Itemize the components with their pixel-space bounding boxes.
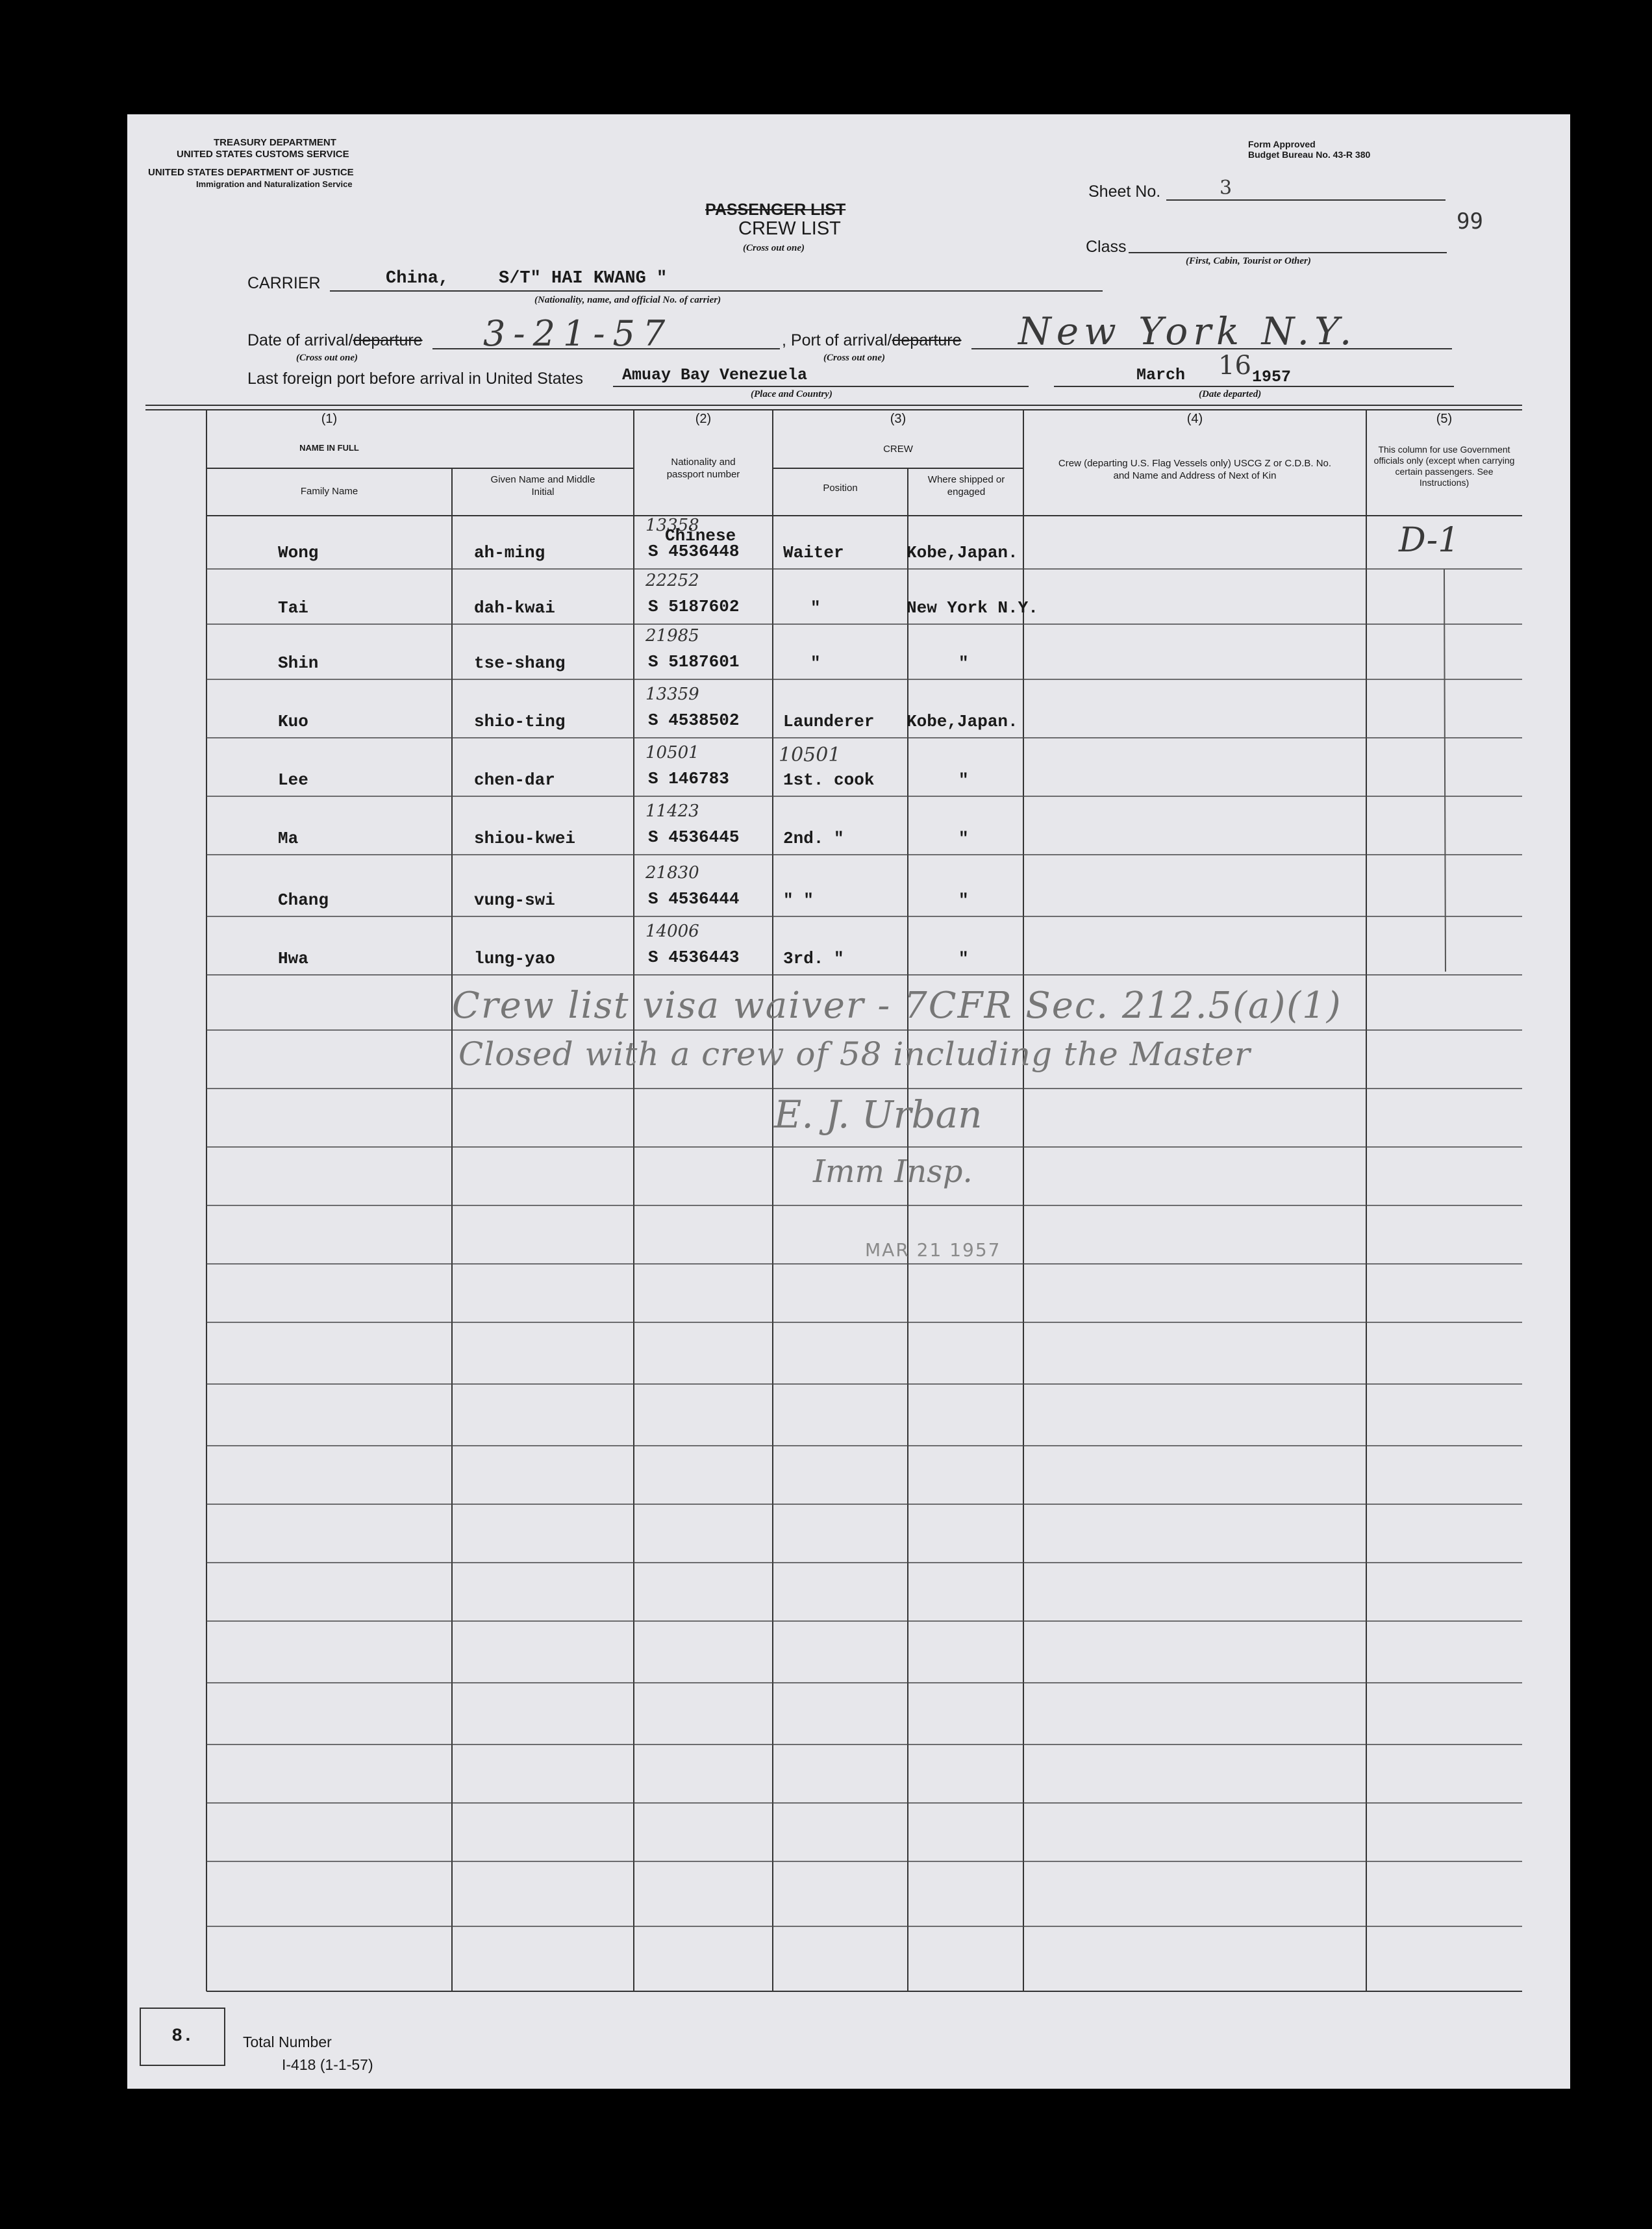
passport-number: S 4538502 <box>648 711 740 730</box>
nationality: Chinese <box>665 526 736 546</box>
customs-service: UNITED STATES CUSTOMS SERVICE <box>177 149 349 160</box>
position-handwritten-number: 10501 <box>779 744 841 766</box>
date-stamp: MAR 21 1957 <box>865 1239 1001 1261</box>
position: Launderer <box>783 712 875 731</box>
class-note: (First, Cabin, Tourist or Other) <box>1186 256 1311 266</box>
col5-number: (5) <box>1436 412 1453 426</box>
col2-number: (2) <box>695 412 712 426</box>
family-name: Chang <box>278 890 329 910</box>
family-name-header: Family Name <box>300 486 358 497</box>
family-name: Hwa <box>278 949 308 968</box>
inspector-signature: E. J. Urban <box>774 1092 982 1137</box>
position: " " <box>783 890 814 910</box>
passport-number: S 146783 <box>648 769 729 788</box>
passport-number: S 5187602 <box>648 597 740 616</box>
family-name: Lee <box>278 770 308 790</box>
col4-number: (4) <box>1186 412 1203 426</box>
family-name: Shin <box>278 653 319 673</box>
where-shipped: Kobe,Japan. <box>907 712 1018 731</box>
where-shipped: " <box>958 770 969 790</box>
total-number-value: 8. <box>171 2026 194 2046</box>
page-title: CREW LIST <box>738 218 841 239</box>
arrival-date-value: 3-21-57 <box>483 313 673 354</box>
handwritten-number: 22252 <box>645 571 699 590</box>
given-name: dah-kwai <box>474 598 555 618</box>
official-use-header: This column for use Government officials only (except when carrying certain passengers. See Instructions) <box>1373 444 1515 488</box>
handwritten-number: 21830 <box>645 863 699 883</box>
position: 3rd. " <box>783 949 844 968</box>
position: Waiter <box>783 543 844 562</box>
last-port-value: Amuay Bay Venezuela <box>622 366 808 384</box>
given-name: ah-ming <box>474 543 545 562</box>
carrier-nationality: China, <box>386 269 449 288</box>
arrival-date-note: (Cross out one) <box>296 353 358 363</box>
arrival-date-label: Date of arrival/departure <box>247 331 423 349</box>
where-shipped: " <box>958 653 969 673</box>
port-note: (Cross out one) <box>823 353 886 363</box>
port-value: New York N.Y. <box>1018 309 1357 353</box>
where-shipped: " <box>958 949 969 968</box>
position-header: Position <box>823 483 858 494</box>
treasury-dept: TREASURY DEPARTMENT <box>214 137 336 148</box>
struck-passenger-list: PASSENGER LIST <box>705 201 846 219</box>
given-name: chen-dar <box>474 770 555 790</box>
departed-year: 1957 <box>1252 368 1292 386</box>
place-note: (Place and Country) <box>751 389 832 399</box>
ins-service: Immigration and Naturalization Service <box>196 179 353 189</box>
crew-list-form <box>127 114 1570 2089</box>
departed-month: March <box>1136 366 1186 384</box>
carrier-label: CARRIER <box>247 274 321 292</box>
where-shipped-header: Where shipped or engaged <box>927 474 1005 497</box>
handwritten-number: 10501 <box>645 743 699 762</box>
total-number-label: Total Number <box>243 2034 332 2050</box>
where-shipped: " <box>958 890 969 910</box>
title-cross-out-note: (Cross out one) <box>743 243 805 253</box>
given-name: tse-shang <box>474 653 566 673</box>
carrier-name: S/T" HAI KWANG " <box>499 269 668 288</box>
passport-number: S 4536445 <box>648 827 740 847</box>
crew-header: CREW <box>883 444 913 455</box>
given-name: lung-yao <box>474 949 555 968</box>
given-name: shio-ting <box>474 712 566 731</box>
passport-number: S 5187601 <box>648 652 740 672</box>
passport-number: S 4536443 <box>648 948 740 967</box>
col1-title: NAME IN FULL <box>299 443 359 453</box>
col5-handwritten-mark: D-1 <box>1399 521 1460 560</box>
port-label: , Port of arrival/departure <box>782 331 962 349</box>
budget-bureau: Budget Bureau No. 43-R 380 <box>1248 149 1371 160</box>
given-name: vung-swi <box>474 890 555 910</box>
given-name-header: Given Name and Middle Initial <box>490 474 595 497</box>
class-label: Class <box>1086 238 1127 256</box>
family-name: Wong <box>278 543 319 562</box>
handwritten-number: 14006 <box>645 922 699 941</box>
position: 2nd. " <box>783 829 844 848</box>
inspector-title: Imm Insp. <box>813 1153 973 1190</box>
position: " <box>810 598 821 618</box>
family-name: Tai <box>278 598 308 618</box>
closed-crew-note: Closed with a crew of 58 including the Master <box>458 1035 1251 1073</box>
handwritten-number: 21985 <box>645 626 699 646</box>
position: " <box>810 653 821 673</box>
family-name: Ma <box>278 829 299 848</box>
form-approved: Form Approved <box>1248 139 1316 149</box>
handwritten-number: 11423 <box>645 801 699 821</box>
visa-waiver-note: Crew list visa waiver - 7CFR Sec. 212.5(a)(1) <box>452 985 1342 1027</box>
departed-day: 16 <box>1218 351 1251 381</box>
justice-dept: UNITED STATES DEPARTMENT OF JUSTICE <box>148 167 354 178</box>
sheet-number: 3 <box>1220 177 1233 199</box>
position: 1st. cook <box>783 770 875 790</box>
passport-number: S 4536448 <box>648 542 740 561</box>
departed-note: (Date departed) <box>1199 389 1262 399</box>
passport-number: S 4536444 <box>648 889 740 909</box>
where-shipped: New York N.Y. <box>907 598 1038 618</box>
next-of-kin-header: Crew (departing U.S. Flag Vessels only) USCG Z or C.D.B. No. and Name and Address of Next of Kin <box>1058 458 1332 481</box>
where-shipped: Kobe,Japan. <box>907 543 1018 562</box>
handwritten-number: 13358 <box>645 516 699 535</box>
given-name: shiou-kwei <box>474 829 576 848</box>
page-stamp-number: 99 <box>1457 208 1483 234</box>
family-name: Kuo <box>278 712 308 731</box>
col1-number: (1) <box>321 412 338 426</box>
last-port-label: Last foreign port before arrival in United States <box>247 370 583 388</box>
handwritten-number: 13359 <box>645 685 699 704</box>
sheet-label: Sheet No. <box>1088 183 1161 201</box>
col3-number: (3) <box>890 412 907 426</box>
carrier-note: (Nationality, name, and official No. of carrier) <box>534 295 721 305</box>
where-shipped: " <box>958 829 969 848</box>
form-number: I-418 (1-1-57) <box>282 2056 373 2073</box>
nationality-header: Nationality and passport number <box>666 457 740 480</box>
